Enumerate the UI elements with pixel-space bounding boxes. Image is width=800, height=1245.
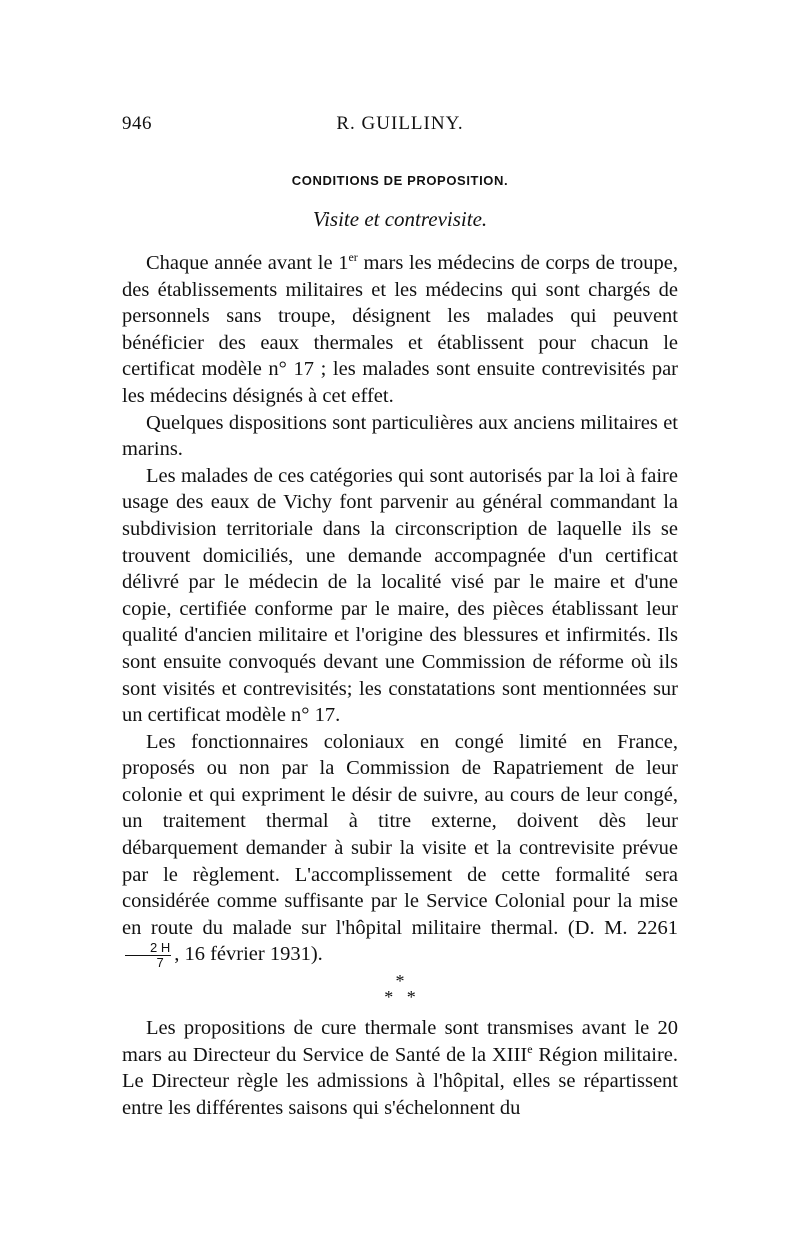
paragraph-5-text-a: Les propositions de cure thermale sont transmises avant le 20 mars au Directeur du Service de Santé de la XIII <box>122 1017 678 1066</box>
paragraph-4-text-a: Les fonctionnaires coloniaux en congé limité en France, proposés ou non par la Commission de Rapatriement de leur colonie et qui expriment le désir de suivre, au cours de leur congé, un traitement thermal à titre externe, doivent dès leur débarquement demander à subir la visite et la contrevisite prévue par le règlement. L'accomplissement de cette formalité sera considérée comme suffisante par le Service Colonial pour la mise en route du malade sur l'hôpital militaire thermal. (D. M. 2261 <box>122 730 678 939</box>
paragraph-1-text-b: mars les médecins de corps de troupe, des établissements militaires et les médecins qui sont chargés de personnels sans troupe, désignent les malades qui peuvent bénéficier des eaux thermales et établissent pour chacun le certificat modèle n° 17 ; les malades sont ensuite contrevisités par les médecins désignés à cet effet. <box>122 252 678 407</box>
body-text <box>122 250 678 970</box>
fraction-denominator: 7 <box>156 955 164 971</box>
asterism-top: * <box>395 971 405 991</box>
asterism <box>0 973 800 1005</box>
paragraph-5 <box>122 1015 678 1121</box>
paragraph-3: Les malades de ces catégories qui sont autorisés par la loi à faire usage des eaux de Vichy font parvenir au général commandant la subdivision territoriale dans la circonscription de laquelle ils se trouvent domiciliés, une demande accompagnée d'un certificat délivré par le médecin de la localité visé par le maire et d'une copie, certifiée conforme par le maire, des pièces établissant leur qualité d'ancien militaire et l'origine des blessures et infirmités. Ils sont ensuite convoqués devant une Commission de réforme où ils sont visités et contrevisités; les constatations sont mentionnées sur un certificat modèle n° 17. <box>122 464 678 727</box>
fraction-numerator: 2 H <box>125 941 171 956</box>
paragraph-4 <box>122 729 678 971</box>
paragraph-4-text-b: , 16 février 1931). <box>174 943 323 966</box>
section-heading: CONDITIONS DE PROPOSITION. <box>291 173 509 188</box>
paragraph-2: Quelques dispositions sont particulières aux anciens militaires et marins. <box>122 411 678 461</box>
paragraph-1-text-a: Chaque année avant le 1 <box>146 252 349 274</box>
asterism-bottom: * * <box>384 987 416 1007</box>
paragraph-5-text-b: Région militaire. Le Directeur règle les admissions à l'hôpital, elles se répartissent entre les différentes saisons qui s'échelonnent du <box>122 1043 679 1119</box>
page-number: 946 <box>122 113 152 134</box>
superscript-er: er <box>348 250 358 265</box>
paragraph-1 <box>122 250 678 410</box>
fraction <box>125 941 171 970</box>
body-text-continued <box>122 1015 678 1121</box>
subheading: Visite et contrevisite. <box>312 207 488 231</box>
running-title: R. GUILLINY. <box>336 113 464 134</box>
superscript-e: e <box>527 1041 533 1056</box>
running-head <box>122 113 678 143</box>
